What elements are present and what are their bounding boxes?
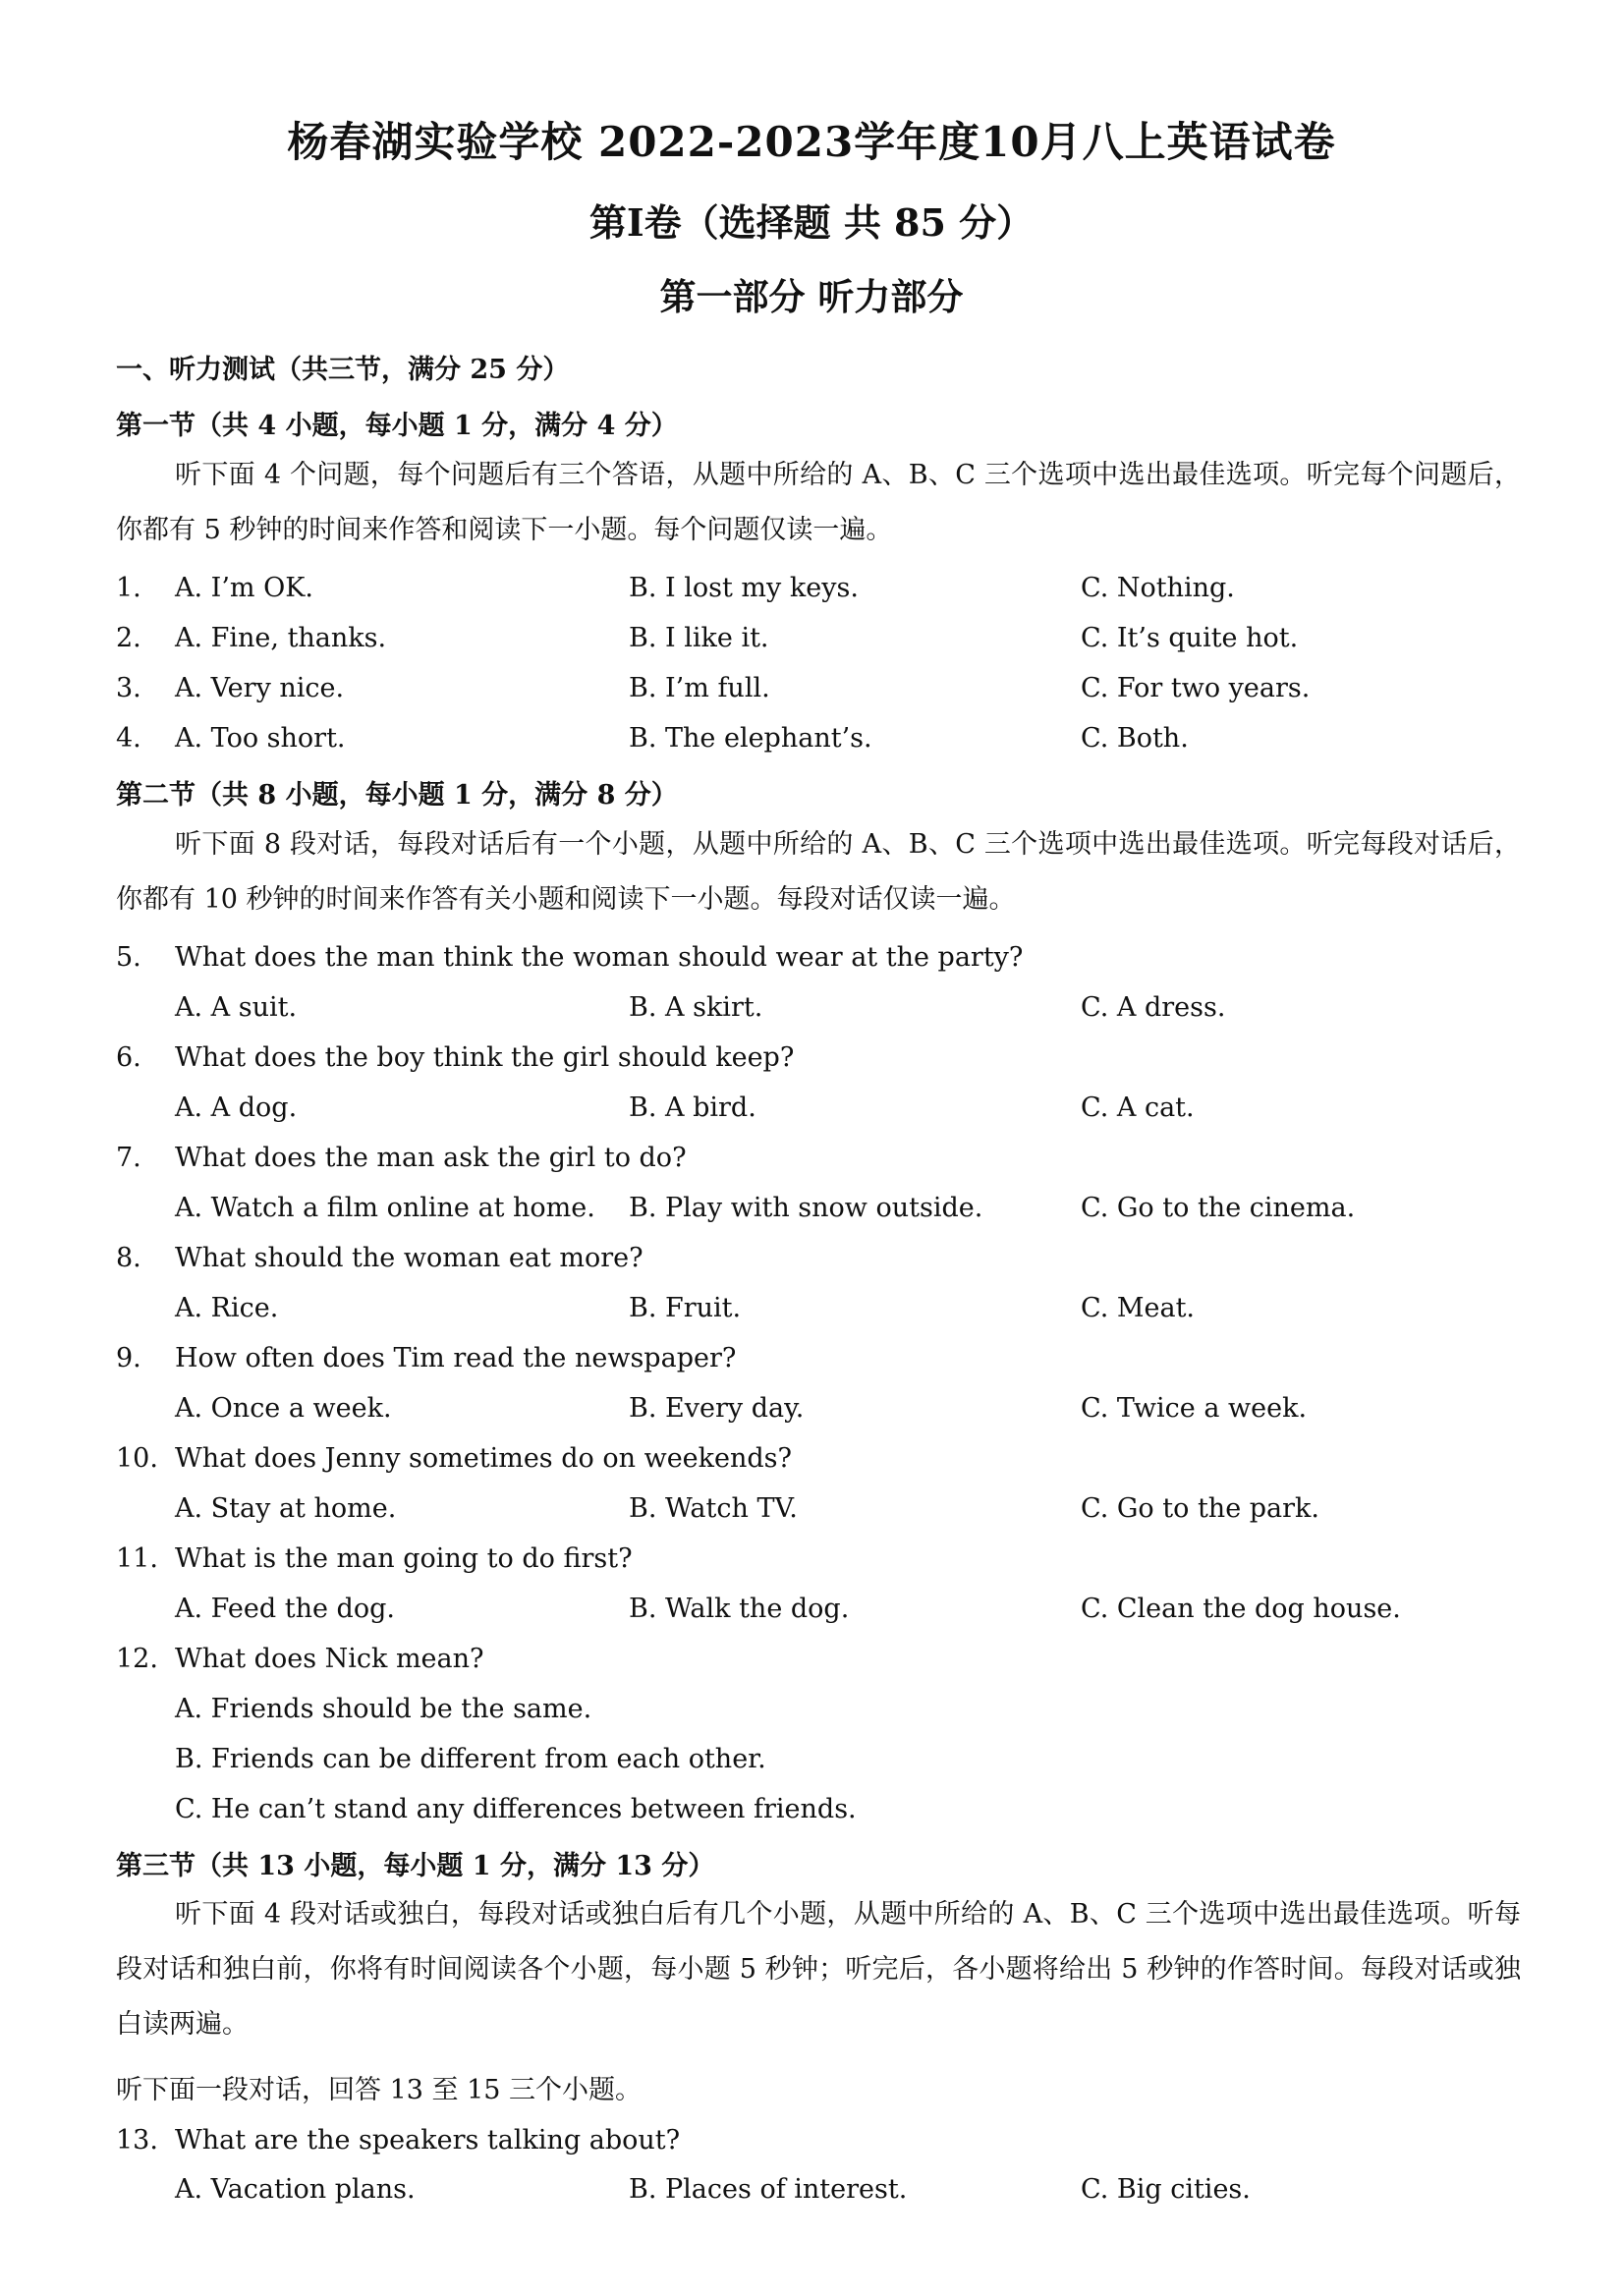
option-c: C. Go to the park. (1081, 1493, 1319, 1524)
section-1-instructions: 听下面 4 个问题，每个问题后有三个答语，从题中所给的 A、B、C 三个选项中选出最佳选项。听完每个问题后，你都有 5 秒钟的时间来作答和阅读下一小题。每个问题仅读一遍。 (116, 460, 1521, 545)
option-b: B. Places of interest. (629, 2174, 908, 2205)
option-b: B. The elephant’s. (629, 723, 872, 754)
option-a: A. A suit. (175, 992, 298, 1023)
question-stem: What does the man ask the girl to do? (175, 1143, 687, 1173)
option-b: B. Friends can be different from each other. (175, 1744, 766, 1774)
question-number: 13. (116, 2125, 158, 2156)
question-stem: What does the man think the woman should wear at the party? (175, 942, 1024, 973)
question-stem: What are the speakers talking about? (175, 2125, 681, 2156)
option-b: B. I like it. (629, 623, 769, 653)
part-title: 第一部分 听力部分 (659, 275, 964, 318)
option-b: B. I’m full. (629, 673, 770, 703)
question-number: 3. (116, 673, 141, 703)
option-a: A. Feed the dog. (175, 1594, 395, 1624)
question-number: 5. (116, 942, 141, 973)
option-c: C. Twice a week. (1081, 1393, 1308, 1424)
option-c: C. Meat. (1081, 1293, 1196, 1323)
option-c: C. It’s quite hot. (1081, 623, 1299, 653)
option-a: A. Stay at home. (175, 1493, 397, 1524)
dialogue-note: 听下面一段对话，回答 13 至 15 三个小题。 (116, 2075, 643, 2105)
option-b: B. Fruit. (629, 1293, 742, 1323)
option-c: C. Both. (1081, 723, 1189, 754)
option-a: A. Rice. (175, 1293, 279, 1323)
option-a: A. I’m OK. (175, 573, 313, 603)
question-stem: What is the man going to do first? (175, 1543, 633, 1574)
section-3-instructions: 听下面 4 段对话或独白，每段对话或独白后有几个小题，从题中所给的 A、B、C 三个选项中选出最佳选项。听每段对话和独白前，你将有时间阅读各个小题，每小题 5 秒钟；听完后，各小题将给出 5 秒钟的作答时间。每段对话或独白读两遍。 (116, 1899, 1521, 2040)
option-c: C. A cat. (1081, 1092, 1195, 1123)
question-stem: What does the boy think the girl should keep? (175, 1042, 795, 1073)
section-2-heading: 第二节（共 8 小题，每小题 1 分，满分 8 分） (116, 780, 678, 811)
question-number: 6. (116, 1042, 141, 1073)
section-3-heading: 第三节（共 13 小题，每小题 1 分，满分 13 分） (116, 1851, 715, 1881)
option-c: C. Go to the cinema. (1081, 1193, 1356, 1223)
question-number: 8. (116, 1243, 141, 1273)
option-a: A. Once a week. (175, 1393, 392, 1424)
option-b: B. Every day. (629, 1393, 805, 1424)
option-a: A. Fine, thanks. (175, 623, 387, 653)
option-b: B. A skirt. (629, 992, 763, 1023)
option-b: B. Walk the dog. (629, 1594, 850, 1624)
option-b: B. Play with snow outside. (629, 1193, 983, 1223)
question-number: 12. (116, 1644, 158, 1674)
question-number: 4. (116, 723, 141, 754)
option-c: C. Clean the dog house. (1081, 1594, 1401, 1624)
question-stem: What does Nick mean? (175, 1644, 484, 1674)
question-stem: What should the woman eat more? (175, 1243, 644, 1273)
section-1-heading: 第一节（共 4 小题，每小题 1 分，满分 4 分） (116, 411, 678, 441)
volume-subtitle: 第Ⅰ卷（选择题 共 85 分） (588, 200, 1035, 245)
option-a: A. Friends should be the same. (175, 1694, 592, 1724)
option-a: A. Vacation plans. (175, 2174, 416, 2205)
question-number: 10. (116, 1443, 158, 1474)
option-b: B. Watch TV. (629, 1493, 798, 1524)
question-number: 1. (116, 573, 141, 603)
section-2-instructions: 听下面 8 段对话，每段对话后有一个小题，从题中所给的 A、B、C 三个选项中选出最佳选项。听完每段对话后，你都有 10 秒钟的时间来作答有关小题和阅读下一小题。每段对话仅读一遍。 (116, 829, 1521, 915)
question-number: 11. (116, 1543, 158, 1574)
question-stem: How often does Tim read the newspaper? (175, 1343, 737, 1373)
option-c: C. Big cities. (1081, 2174, 1251, 2205)
option-a: A. Too short. (175, 723, 346, 754)
option-a: A. Very nice. (175, 673, 345, 703)
question-number: 7. (116, 1143, 141, 1173)
option-c: C. Nothing. (1081, 573, 1235, 603)
option-b: B. A bird. (629, 1092, 756, 1123)
question-stem: What does Jenny sometimes do on weekends? (175, 1443, 793, 1474)
question-number: 2. (116, 623, 141, 653)
option-c: C. He can’t stand any differences between friends. (175, 1794, 857, 1824)
option-c: C. A dress. (1081, 992, 1226, 1023)
listening-section-heading: 一、听力测试（共三节，满分 25 分） (116, 355, 570, 385)
question-number: 9. (116, 1343, 141, 1373)
exam-title: 杨春湖实验学校 2022-2023学年度10月八上英语试卷 (287, 118, 1336, 166)
option-a: A. Watch a film online at home. (175, 1193, 595, 1223)
option-a: A. A dog. (175, 1092, 298, 1123)
option-b: B. I lost my keys. (629, 573, 859, 603)
option-c: C. For two years. (1081, 673, 1311, 703)
